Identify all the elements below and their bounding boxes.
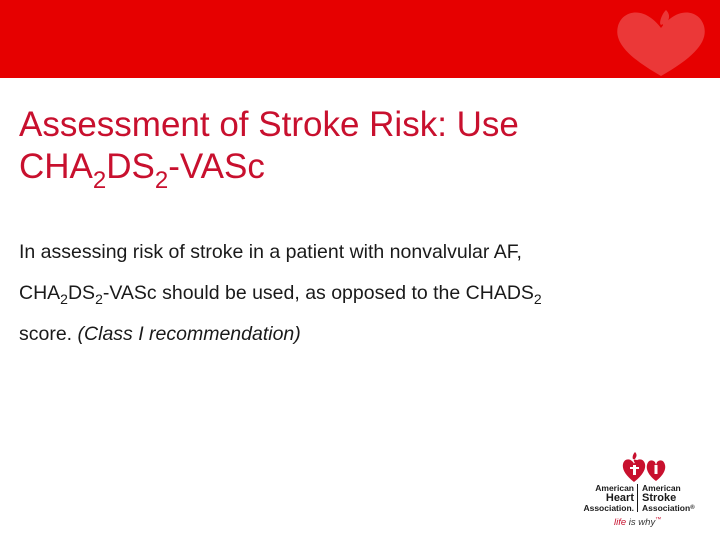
recommendation-class: (Class I recommendation) (77, 323, 301, 345)
header-band (0, 0, 720, 78)
slide-title (19, 104, 699, 194)
asa-heart-icon (646, 455, 666, 481)
body-line-3: score. (Class I recommendation) (19, 323, 301, 345)
aha-asa-logo (580, 452, 712, 532)
logo-tagline: life is why™ (614, 517, 662, 528)
logo-divider (637, 484, 638, 512)
body-line-1: In assessing risk of stroke in a patient with nonvalvular AF, (19, 241, 522, 263)
body-line-2: $CHA_2DS_2$-VASc should be used, as opposed to the $CHADS_2$ (19, 282, 542, 307)
title-line-2: $CHA_2DS_2$-VASc (19, 147, 265, 194)
title-line-1: Assessment of Stroke Risk: Use (19, 105, 519, 144)
asa-wordmark: American Stroke Association® (642, 483, 695, 513)
slide-body-text (19, 232, 709, 355)
heart-torch-watermark-icon (606, 6, 716, 76)
aha-wordmark: American Heart Association. (583, 483, 634, 513)
aha-heart-torch-icon (622, 452, 646, 482)
